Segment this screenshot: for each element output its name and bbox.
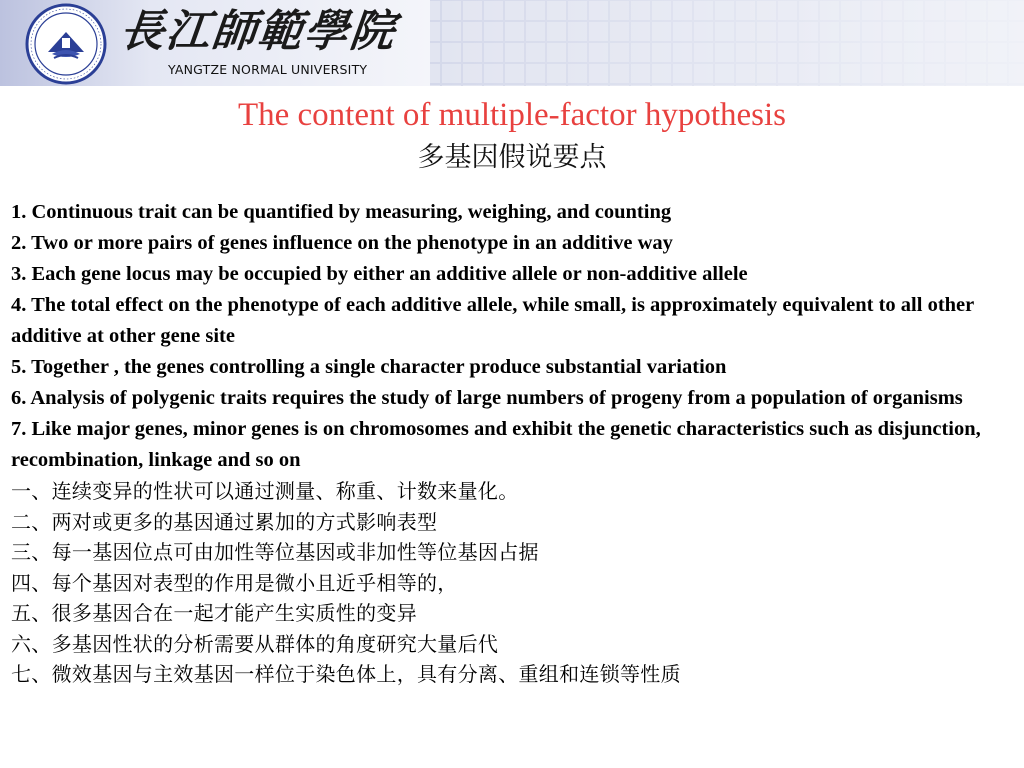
point-en-1: 1. Continuous trait can be quantified by measuring, weighing, and counting [11,201,672,223]
slide-title-english: The content of multiple-factor hypothesis [237,97,786,133]
university-seal-icon [24,2,108,86]
point-en-2: 2. Two or more pairs of genes influence on the phenotype in an additive way [11,232,673,254]
slide-title-chinese: 多基因假说要点 [417,142,607,173]
point-en-5: 5. Together , the genes controlling a single character produce substantial variation [11,356,727,378]
point-en-6: 6. Analysis of polygenic traits requires the study of large numbers of progeny from a population of organisms [11,387,963,409]
slide-body [11,197,1016,690]
point-cn-4: 四、每个基因对表型的作用是微小且近乎相等的， [11,570,458,595]
point-cn-7: 七、微效基因与主效基因一样位于染色体上，具有分离、重组和连锁等性质 [11,662,681,686]
point-cn-5: 五、很多基因合在一起才能产生实质性的变异 [11,601,417,625]
university-english-name: YANGTZE NORMAL UNIVERSITY [168,62,368,77]
point-cn-6: 六、多基因性状的分析需要从群体的角度研究大量后代 [11,631,499,656]
point-en-7: 7. Like major genes, minor genes is on chromosomes and exhibit the genetic characteristics such as disjunction, recombination, linkage and so on [11,418,981,471]
point-en-4: 4. The total effect on the phenotype of each additive allele, while small, is approximately equivalent to all other additive at other gene site [11,294,974,347]
point-cn-2: 二、两对或更多的基因通过累加的方式影响表型 [11,509,438,534]
point-cn-3: 三、每一基因位点可由加性等位基因或非加性等位基因占据 [11,540,539,564]
university-calligraphy-logo: 長江師範學院 [117,6,399,57]
header-banner [0,0,1024,86]
point-en-3: 3. Each gene locus may be occupied by either an additive allele or non-additive allele [11,263,748,285]
point-cn-1: 一、连续变异的性状可以通过测量、称重、计数来量化。 [11,479,519,503]
